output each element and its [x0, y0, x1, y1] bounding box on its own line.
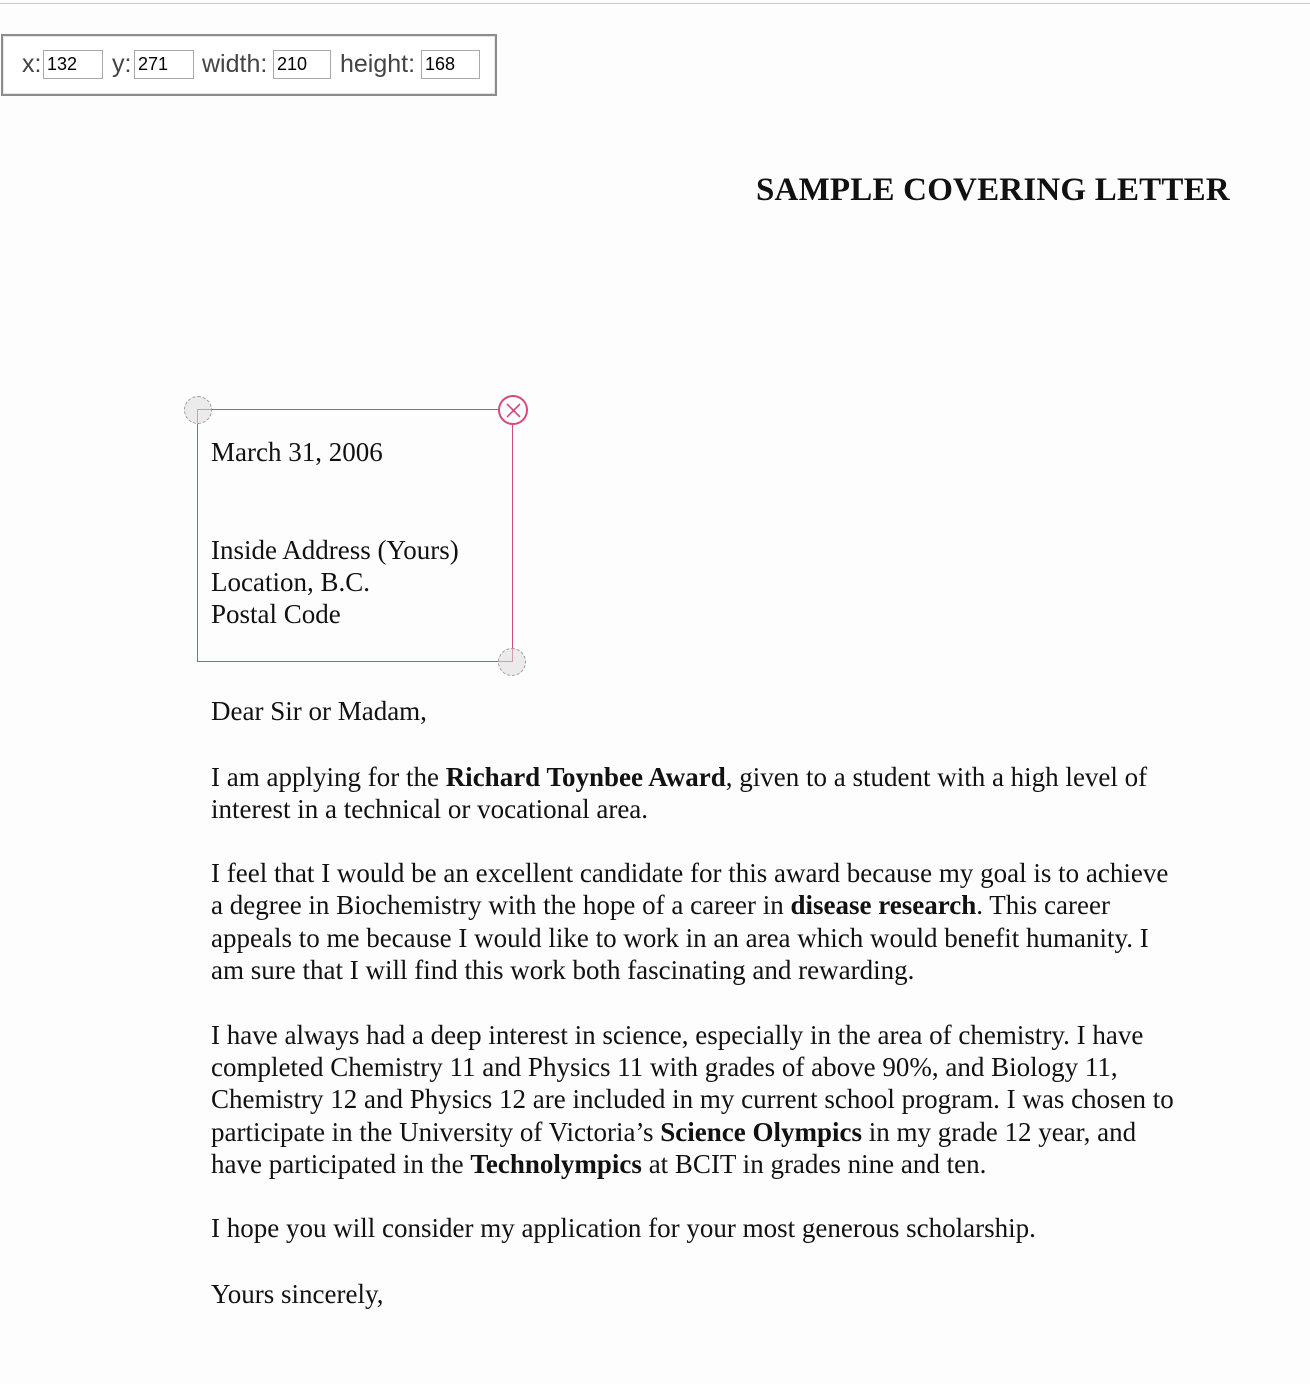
- close-circle-icon[interactable]: [498, 395, 528, 425]
- paragraph-3-line-3: Chemistry 12 and Physics 12 are included in my current school program. I was chosen to: [211, 1084, 1174, 1114]
- paragraph-4: I hope you will consider my application for your most generous scholarship.: [211, 1213, 1036, 1243]
- y-input[interactable]: [134, 50, 194, 79]
- salutation: Dear Sir or Madam,: [211, 696, 427, 726]
- paragraph-2-line-1: I feel that I would be an excellent candidate for this award because my goal is to achieve: [211, 858, 1169, 888]
- letter-date: March 31, 2006: [211, 437, 383, 467]
- coordinate-toolbar: [1, 34, 497, 96]
- closing: Yours sincerely,: [211, 1279, 384, 1309]
- paragraph-3-line-4: participate in the University of Victoria’s Science Olympics in my grade 12 year, and: [211, 1117, 1137, 1147]
- address-line-1: Inside Address (Yours): [211, 535, 459, 565]
- x-input[interactable]: [43, 50, 103, 79]
- paragraph-2-line-2: a degree in Biochemistry with the hope of a career in disease research. This career: [211, 890, 1110, 920]
- resize-handle-top-left-icon[interactable]: [184, 396, 212, 424]
- height-input[interactable]: [421, 50, 480, 79]
- paragraph-1-line-1: I am applying for the Richard Toynbee Award, given to a student with a high level of: [211, 762, 1148, 792]
- resize-handle-bottom-right-icon[interactable]: [498, 648, 526, 676]
- document-title: SAMPLE COVERING LETTER: [756, 172, 1230, 208]
- paragraph-3-line-1: I have always had a deep interest in science, especially in the area of chemistry. I have: [211, 1020, 1144, 1050]
- paragraph-1-line-2: interest in a technical or vocational area.: [211, 794, 649, 824]
- width-input[interactable]: [273, 50, 331, 79]
- address-line-2: Location, B.C.: [211, 567, 370, 597]
- height-label: height:: [340, 50, 416, 78]
- address-line-3: Postal Code: [211, 599, 341, 629]
- y-label: y:: [112, 50, 132, 78]
- paragraph-3-line-2: completed Chemistry 11 and Physics 11 with grades of above 90%, and Biology 11,: [211, 1052, 1118, 1082]
- top-divider: [0, 3, 1310, 4]
- paragraph-3-line-5: have participated in the Technolympics at BCIT in grades nine and ten.: [211, 1149, 987, 1179]
- paragraph-2-line-4: am sure that I will find this work both fascinating and rewarding.: [211, 955, 915, 985]
- paragraph-2-line-3: appeals to me because I would like to work in an area which would benefit humanity. I: [211, 923, 1149, 953]
- width-label: width:: [202, 50, 268, 78]
- x-label: x:: [22, 50, 42, 78]
